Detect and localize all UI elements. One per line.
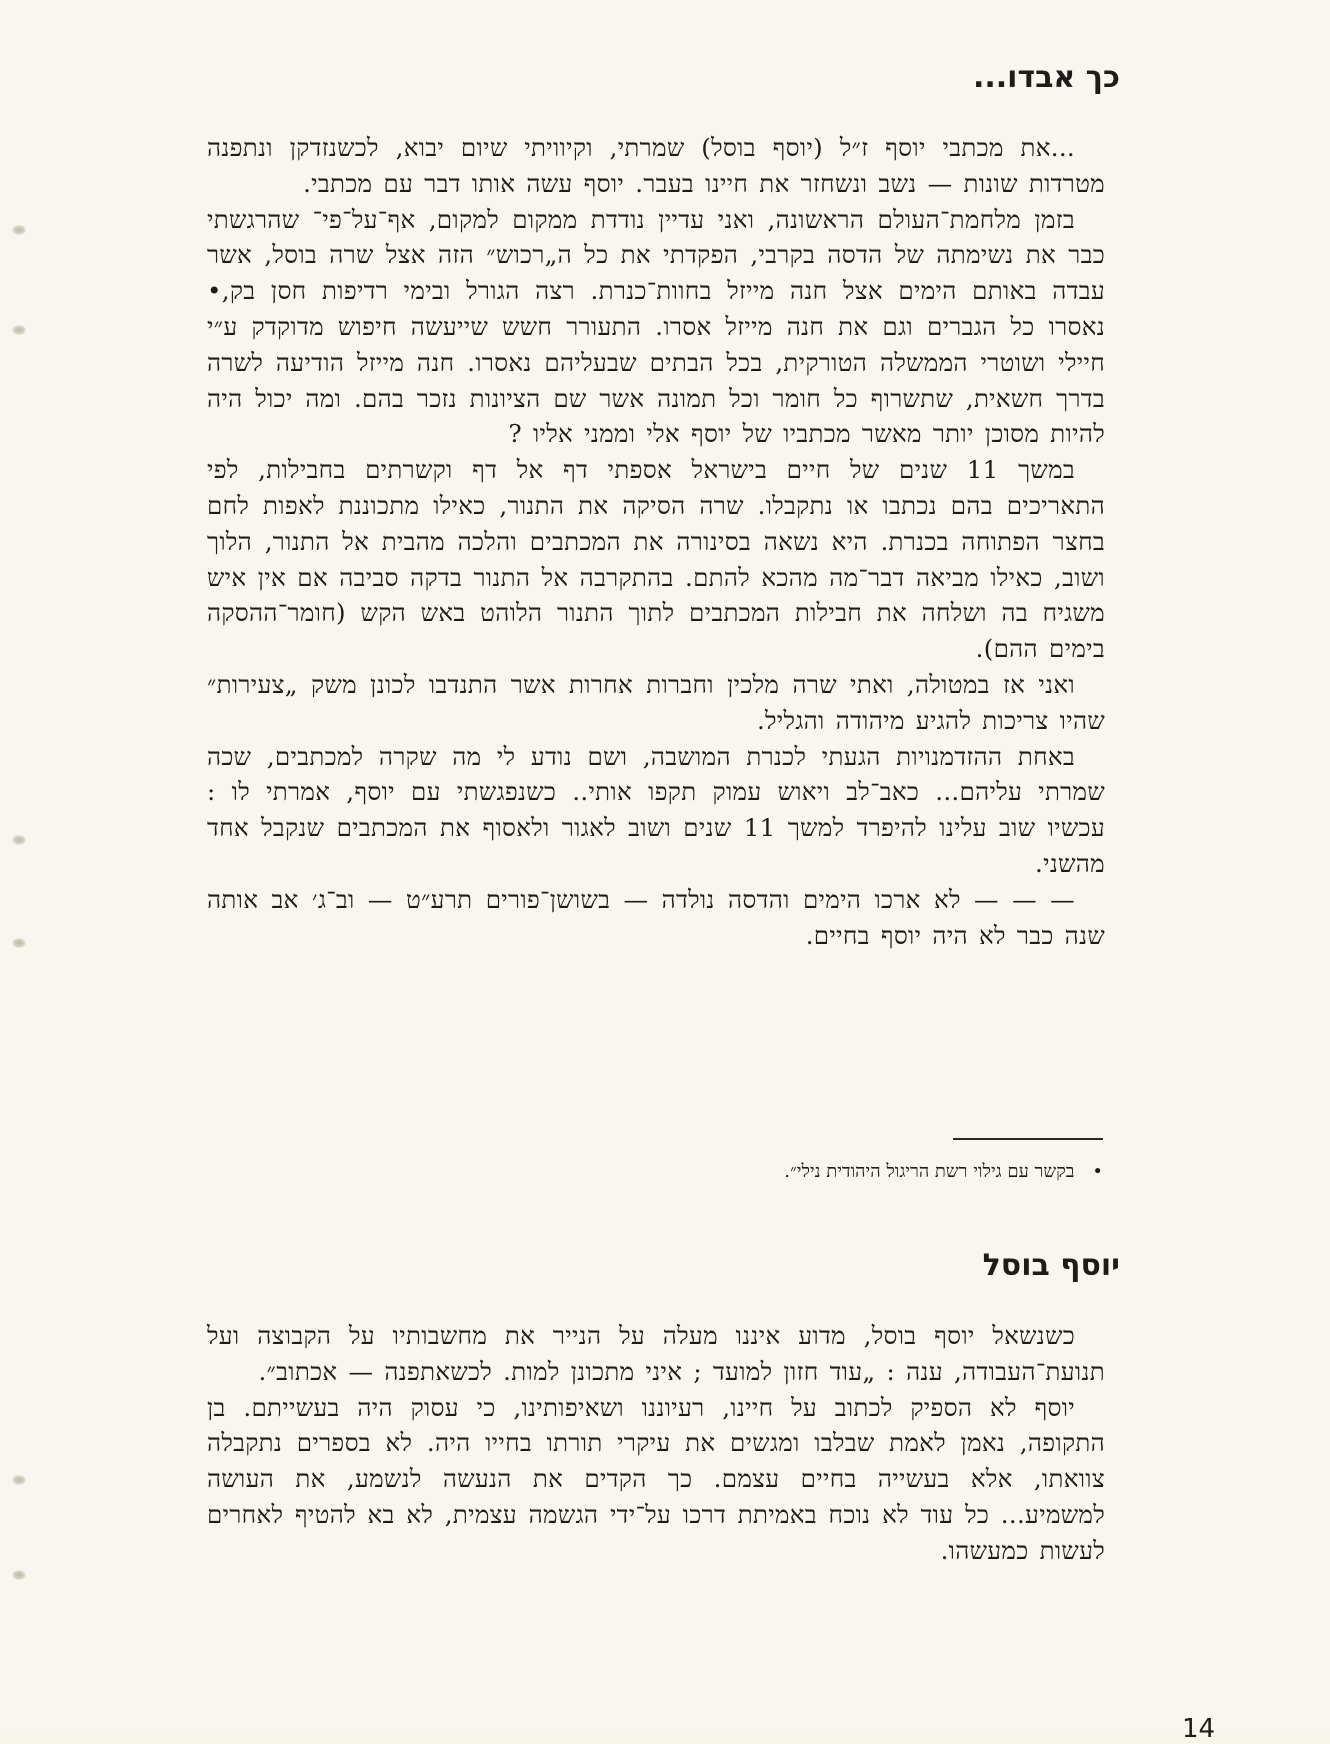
page-number: 14 [1182, 1714, 1216, 1744]
binding-hole [12, 938, 26, 948]
footnote-marker: • [1092, 1161, 1103, 1182]
paragraph: במשך 11 שנים של חיים בישראל אספתי דף אל דף וקשרתים בחבילות, לפי התאריכים בהם נכתבו או נתקבלו. שרה הסיקה את התנור, כאילו מתכוננת לאפות לחם בחצר הפתוחה בכנרת. היא נשאה בסינורה את המכתבים והלכה מהבית אל התנור, הלוך ושוב, כאילו מביאה דבר־מה מהכא להתם. בהתקרבה אל התנור בדקה סביבה אם אין איש משגיח בה ושלחה את חבילות המכתבים לתוך התנור הלוהט באש הקש (חומר־ההסקה בימים ההם). [207, 455, 1105, 664]
binding-hole [12, 835, 26, 845]
binding-hole [12, 1475, 26, 1485]
paragraph: ואני אז במטולה, ואתי שרה מלכין וחברות אחרות אשר התנדבו לכונן משק „צעירות״ שהיו צריכות להגיע מיהודה והגליל. [207, 669, 1105, 735]
paragraph: באחת ההזדמנויות הגעתי לכנרת המושבה, ושם נודע לי מה שקרה למכתבים, שכה שמרתי עליהם... כאב־לב ויאוש עמוק תקפו אותי.. כשנפגשתי עם יוסף, אמרתי לו : עכשיו שוב עלינו להיפרד למשך 11 שנים ושוב לאגור ולאסוף את המכתבים שנקבל אחד מהשני. [207, 741, 1105, 878]
paragraph: יוסף לא הספיק לכתוב על חיינו, רעיוננו ושאיפותינו, כי עסוק היה בעשייתם. בן התקופה, נאמן לאמת שבלבו ומגשים את עיקרי תורתו בחייו היה. לא בספרים נתקבלה צוואתו, אלא בעשייה בחיים עצמם. כך הקדים את הנעשה לנשמע, את העושה למשמיע... כל עוד לא נוכח באמיתת דרכו על־ידי הגשמה עצמית, לא בא להטיף לאחרים לעשות כמעשהו. [207, 1392, 1105, 1565]
paragraph: בזמן מלחמת־העולם הראשונה, ואני עדיין נודדת ממקום למקום, אף־על־פי־ שהרגשתי כבר את נשימתה של הדסה בקרבי, הפקדתי את כל ה„רכוש״ הזה אצל שרה בוסל, אשר עבדה באותם הימים אצל חנה מייזל בחוות־כנרת. רצה הגורל ובימי רדיפות חסן בק,• נאסרו כל הגברים וגם את חנה מייזל אסרו. התעורר חשש שייעשה חיפוש מדוקדק ע״י חיילי ושוטרי הממשלה הטורקית, בכל הבתים שבעליהם נאסרו. חנה מייזל הודיעה לשרה בדרך חשאית, שתשרוף כל חומר וכל תמונה אשר שם הציונות נזכר בהם. ומה יכול היה להיות מסוכן יותר מאשר מכתביו של יוסף אלי וממני אליו ? [207, 204, 1105, 449]
article-body [207, 1318, 1105, 1569]
footnote-divider [953, 1138, 1103, 1140]
article-body [207, 130, 1105, 953]
binding-hole [12, 225, 26, 235]
paragraph: כשנשאל יוסף בוסל, מדוע איננו מעלה על הנייר את מחשבותיו על הקבוצה ועל תנועת־העבודה, ענה : „עוד חזון למועד ; איני מתכונן למות. לכשאתפנה — אכתוב״. [207, 1321, 1105, 1386]
section-title: יוסף בוסל [982, 1248, 1120, 1283]
binding-hole [12, 325, 26, 335]
binding-hole [12, 1570, 26, 1580]
paragraph: — — — לא ארכו הימים והדסה נולדה — בשושן־פורים תרע״ט — וב־ג׳ אב אותה שנה כבר לא היה יוסף בחיים. [207, 884, 1105, 950]
footnote-text: בקשר עם גילוי רשת הריגול היהודית נילי״. [784, 1161, 1075, 1182]
paragraph: ...את מכתבי יוסף ז״ל (יוסף בוסל) שמרתי, וקיוויתי שיום יבוא, לכשנזדקן ונתפנה מטרדות שונות — נשב ונשחזר את חיינו בעבר. יוסף עשה אותו דבר עם מכתבי. [207, 133, 1105, 198]
footnote [784, 1160, 1103, 1184]
section-title: כך אבדו... [972, 60, 1120, 95]
